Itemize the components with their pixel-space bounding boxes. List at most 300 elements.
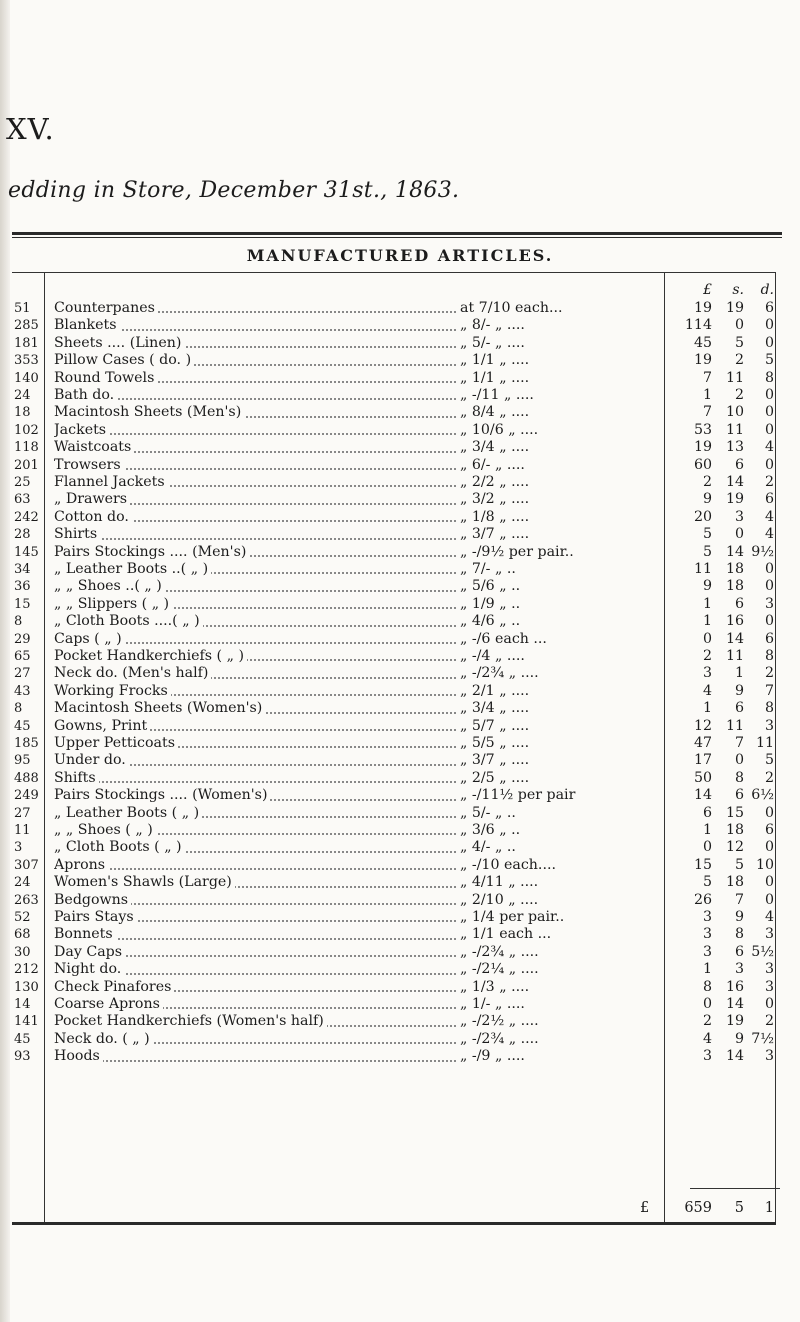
row-pounds: 17 (693, 752, 712, 769)
bottom-rule (12, 1222, 776, 1225)
row-rate: „ 1/4 per pair.. (460, 909, 565, 925)
row-shillings: 11 (725, 648, 744, 664)
row-item: Waistcoats (54, 439, 456, 456)
table-row (0, 544, 800, 561)
row-item: Pillow Cases ( do. ) (54, 352, 456, 369)
row-quantity: 27 (14, 805, 31, 821)
page-section-numeral: XV. (6, 112, 55, 146)
row-shillings: 6 (734, 787, 744, 804)
row-item: Hoods (54, 1048, 456, 1065)
row-pence: 3 (764, 961, 774, 978)
row-shillings: 9 (734, 909, 744, 925)
row-pounds: 53 (693, 421, 712, 438)
table-row (0, 839, 800, 856)
row-rate: „ 2/2 „ .... (460, 474, 530, 490)
row-rate: „ 5/6 „ .. (460, 578, 521, 595)
row-quantity: 130 (14, 979, 39, 995)
row-quantity: 140 (14, 370, 39, 386)
row-item: Macintosh Sheets (Women's) (54, 700, 456, 717)
row-quantity: 30 (14, 944, 31, 960)
row-pence: 0 (764, 613, 774, 630)
row-quantity: 68 (14, 927, 31, 943)
row-quantity: 24 (14, 388, 31, 403)
row-shillings: 6 (734, 943, 744, 960)
row-shillings: 5 (734, 334, 744, 351)
row-item: Caps ( „ ) (54, 631, 456, 648)
table-row (0, 683, 800, 700)
table-row (0, 526, 800, 543)
row-item: Bath do. (54, 387, 456, 404)
row-shillings: 14 (725, 996, 744, 1012)
row-rate: „ -/9 „ .... (460, 1048, 525, 1065)
row-pounds: 1 (702, 613, 712, 630)
row-item: Shirts (54, 526, 456, 543)
row-item: Women's Shawls (Large) (54, 874, 456, 891)
row-rate: „ 1/9 „ .. (460, 595, 521, 612)
row-pounds: 3 (702, 665, 712, 682)
total-shillings: 5 (734, 1200, 744, 1216)
total-pounds: 659 (684, 1200, 712, 1216)
row-rate: „ -/11½ per pair (460, 787, 576, 804)
row-quantity: 45 (14, 1031, 31, 1047)
table-row (0, 787, 800, 804)
row-pounds: 5 (702, 543, 712, 560)
table-row (0, 509, 800, 526)
row-shillings: 11 (725, 421, 744, 438)
row-rate: „ 7/- „ .. (460, 561, 516, 577)
row-pence: 0 (764, 578, 774, 595)
row-item: Macintosh Sheets (Men's) (54, 404, 456, 421)
table-row (0, 404, 800, 421)
row-pence: 2 (764, 1013, 774, 1030)
row-pounds: 0 (702, 839, 712, 856)
row-pounds: 9 (702, 491, 712, 508)
row-pounds: 19 (693, 439, 712, 456)
table-row (0, 665, 800, 682)
row-item: Pocket Handkerchiefs ( „ ) (54, 648, 456, 665)
row-quantity: 28 (14, 527, 31, 543)
row-item: Check Pinafores (54, 979, 456, 996)
row-shillings: 14 (725, 543, 744, 560)
row-pence: 4 (764, 439, 774, 456)
row-item: Cotton do. (54, 509, 456, 526)
row-quantity: 488 (14, 770, 39, 786)
row-pounds: 3 (702, 1048, 712, 1065)
row-shillings: 15 (725, 804, 744, 821)
row-rate: „ 10/6 „ .... (460, 421, 539, 438)
row-pounds: 2 (702, 648, 712, 664)
row-pounds: 4 (702, 682, 712, 699)
row-item: Trowsers (54, 457, 456, 474)
row-item: Aprons (54, 857, 456, 874)
page-subheading: edding in Store, December 31st., 1863. (8, 178, 460, 203)
row-shillings: 14 (725, 630, 744, 647)
row-pence: 0 (764, 404, 774, 421)
table-row (0, 1048, 800, 1065)
row-pence: 5 (764, 752, 774, 769)
row-rate: „ 3/6 „ .. (460, 822, 521, 838)
row-rate: „ -/6 each ... (460, 630, 547, 647)
row-pounds: 19 (693, 352, 712, 369)
row-rate: „ 8/4 „ .... (460, 404, 530, 421)
row-rate: „ 1/1 each ... (460, 926, 552, 943)
row-pounds: 7 (702, 369, 712, 386)
row-shillings: 6 (734, 595, 744, 612)
row-shillings: 18 (725, 822, 744, 838)
row-pence: 0 (764, 561, 774, 577)
row-pence: 6 (764, 822, 774, 838)
total-rule (690, 1188, 780, 1189)
row-pounds: 15 (693, 856, 712, 873)
row-pounds: 1 (702, 595, 712, 612)
table-row (0, 944, 800, 961)
row-rate: „ 2/5 „ .... (460, 769, 530, 786)
row-shillings: 19 (725, 300, 744, 316)
table-row (0, 352, 800, 369)
row-rate: „ 5/- „ .. (460, 804, 516, 821)
row-shillings: 2 (734, 352, 744, 369)
row-quantity: 8 (14, 614, 23, 630)
row-pence: 9½ (751, 543, 774, 560)
row-pounds: 5 (702, 526, 712, 543)
row-pounds: 1 (702, 961, 712, 978)
row-pounds: 5 (702, 874, 712, 891)
row-shillings: 14 (725, 474, 744, 490)
top-rule-thin (12, 237, 782, 238)
row-pounds: 60 (693, 456, 712, 473)
row-pounds: 1 (702, 387, 712, 403)
row-quantity: 27 (14, 666, 31, 682)
row-rate: „ 5/5 „ .... (460, 735, 530, 751)
row-rate: „ -/2¼ „ .... (460, 961, 539, 978)
pence-header: d. (760, 282, 774, 298)
row-quantity: 307 (14, 857, 39, 873)
row-quantity: 93 (14, 1049, 31, 1065)
row-quantity: 34 (14, 562, 31, 577)
row-quantity: 15 (14, 596, 31, 612)
row-pounds: 2 (702, 474, 712, 490)
row-pence: 0 (764, 387, 774, 403)
row-item: Pairs Stays (54, 909, 456, 926)
row-pence: 7 (764, 682, 774, 699)
row-rate: „ 4/6 „ .. (460, 613, 521, 630)
row-shillings: 1 (734, 665, 744, 682)
row-pounds: 14 (693, 787, 712, 804)
table-row (0, 422, 800, 439)
table-row (0, 1031, 800, 1048)
row-shillings: 7 (734, 735, 744, 751)
row-rate: „ -/2¾ „ .... (460, 943, 539, 960)
table-row (0, 718, 800, 735)
table-row (0, 613, 800, 630)
row-item: Gowns, Print (54, 718, 456, 735)
row-pounds: 12 (693, 717, 712, 734)
row-pence: 0 (764, 839, 774, 856)
table-row (0, 1013, 800, 1030)
row-quantity: 141 (14, 1014, 39, 1030)
total-currency: £ (640, 1200, 650, 1216)
row-item: „ Leather Boots ..( „ ) (54, 561, 456, 578)
table-row (0, 317, 800, 334)
row-pounds: 19 (693, 300, 712, 316)
table-row (0, 700, 800, 717)
row-quantity: 51 (14, 301, 31, 316)
row-shillings: 6 (734, 456, 744, 473)
row-shillings: 19 (725, 1013, 744, 1030)
table-row (0, 752, 800, 769)
row-pounds: 11 (693, 561, 712, 577)
row-pounds: 1 (702, 822, 712, 838)
table-row (0, 596, 800, 613)
table-row (0, 300, 800, 317)
row-pence: 3 (764, 717, 774, 734)
row-rate: „ 3/2 „ .... (460, 491, 530, 508)
row-rate: „ -/2¾ „ .... (460, 1030, 539, 1047)
row-item: Neck do. ( „ ) (54, 1031, 456, 1048)
row-pounds: 4 (702, 1030, 712, 1047)
row-rate: „ 3/4 „ .... (460, 700, 530, 717)
row-pounds: 3 (702, 926, 712, 943)
row-pounds: 1 (702, 700, 712, 717)
row-pence: 6 (764, 630, 774, 647)
row-pence: 0 (764, 456, 774, 473)
row-pence: 4 (764, 508, 774, 525)
row-shillings: 3 (734, 961, 744, 978)
row-quantity: 52 (14, 910, 31, 925)
row-pounds: 0 (702, 630, 712, 647)
row-rate: „ 8/- „ .... (460, 317, 525, 334)
row-quantity: 45 (14, 718, 31, 734)
row-pence: 8 (764, 648, 774, 664)
row-rate: „ 5/7 „ .... (460, 717, 530, 734)
table-row (0, 631, 800, 648)
row-pounds: 2 (702, 1013, 712, 1030)
row-item: Bedgowns (54, 892, 456, 909)
row-pounds: 26 (693, 891, 712, 908)
row-pence: 2 (764, 474, 774, 490)
row-quantity: 14 (14, 997, 31, 1012)
row-shillings: 9 (734, 1030, 744, 1047)
table-row (0, 387, 800, 404)
row-quantity: 11 (14, 823, 31, 838)
row-item: „ Leather Boots ( „ ) (54, 805, 456, 822)
table-row (0, 961, 800, 978)
row-pounds: 6 (702, 804, 712, 821)
row-shillings: 10 (725, 404, 744, 421)
row-pounds: 3 (702, 909, 712, 925)
row-quantity: 63 (14, 492, 31, 508)
row-item: Shifts (54, 770, 456, 787)
row-pence: 5½ (751, 943, 774, 960)
row-item: „ „ Slippers ( „ ) (54, 596, 456, 613)
row-shillings: 19 (725, 491, 744, 508)
row-pence: 8 (764, 369, 774, 386)
row-pence: 6 (764, 491, 774, 508)
row-item: Under do. (54, 752, 456, 769)
table-row (0, 457, 800, 474)
row-item: „ „ Shoes ..( „ ) (54, 578, 456, 595)
row-pence: 11 (755, 735, 774, 751)
row-rate: „ 2/1 „ .... (460, 682, 530, 699)
row-rate: „ 3/7 „ .... (460, 526, 530, 543)
row-pence: 4 (764, 526, 774, 543)
row-pence: 0 (764, 421, 774, 438)
row-item: „ „ Shoes ( „ ) (54, 822, 456, 839)
row-rate: „ 1/- „ .... (460, 996, 525, 1012)
row-item: Day Caps (54, 944, 456, 961)
row-quantity: 65 (14, 649, 31, 664)
currency-header (672, 282, 778, 299)
table-row (0, 892, 800, 909)
row-rate: „ 2/10 „ .... (460, 891, 539, 908)
row-rate: „ -/2½ „ .... (460, 1013, 539, 1030)
section-title: MANUFACTURED ARTICLES. (246, 246, 554, 265)
row-pence: 4 (764, 909, 774, 925)
row-item: Sheets .... (Linen) (54, 335, 456, 352)
row-rate: „ 1/1 „ .... (460, 369, 530, 386)
row-item: Flannel Jackets (54, 474, 456, 491)
total-pence: 1 (764, 1200, 774, 1216)
row-shillings: 0 (734, 752, 744, 769)
table-row (0, 909, 800, 926)
row-shillings: 18 (725, 578, 744, 595)
row-quantity: 25 (14, 475, 31, 490)
total-row (0, 1200, 800, 1218)
row-item: Counterpanes (54, 300, 456, 317)
row-rate: „ 3/4 „ .... (460, 439, 530, 456)
table-row (0, 822, 800, 839)
row-pence: 10 (755, 856, 774, 873)
row-quantity: 24 (14, 875, 31, 891)
row-rate: at 7/10 each... (460, 300, 563, 316)
row-shillings: 16 (725, 978, 744, 995)
table-row (0, 926, 800, 943)
row-rate: „ -/4 „ .... (460, 648, 525, 664)
table-row (0, 874, 800, 891)
row-pounds: 7 (702, 404, 712, 421)
row-rate: „ 1/3 „ .... (460, 978, 530, 995)
row-pounds: 50 (693, 769, 712, 786)
table-row (0, 370, 800, 387)
row-pounds: 45 (693, 334, 712, 351)
row-pence: 3 (764, 926, 774, 943)
row-quantity: 181 (14, 335, 39, 351)
row-item: Jackets (54, 422, 456, 439)
row-item: Pairs Stockings .... (Women's) (54, 787, 456, 804)
row-quantity: 102 (14, 422, 39, 438)
row-pence: 0 (764, 804, 774, 821)
row-rate: „ 6/- „ .... (460, 456, 525, 473)
table-row (0, 805, 800, 822)
row-quantity: 185 (14, 736, 39, 751)
row-shillings: 0 (734, 317, 744, 334)
table-row (0, 648, 800, 665)
row-rate: „ -/2¾ „ .... (460, 665, 539, 682)
row-quantity: 145 (14, 544, 39, 560)
row-shillings: 2 (734, 387, 744, 403)
row-rate: „ 4/- „ .. (460, 839, 516, 856)
row-quantity: 249 (14, 788, 39, 804)
row-shillings: 0 (734, 526, 744, 543)
row-quantity: 3 (14, 840, 23, 856)
row-quantity: 95 (14, 753, 31, 769)
row-rate: „ 3/7 „ .... (460, 752, 530, 769)
table-row (0, 996, 800, 1013)
row-pence: 6 (764, 300, 774, 316)
row-quantity: 353 (14, 353, 39, 369)
row-shillings: 6 (734, 700, 744, 717)
row-shillings: 7 (734, 891, 744, 908)
row-item: Upper Petticoats (54, 735, 456, 752)
row-pounds: 9 (702, 578, 712, 595)
row-pounds: 0 (702, 996, 712, 1012)
table-row (0, 439, 800, 456)
table-row (0, 979, 800, 996)
row-pounds: 47 (693, 735, 712, 751)
row-item: Working Frocks (54, 683, 456, 700)
row-rate: „ 1/1 „ .... (460, 352, 530, 369)
row-shillings: 18 (725, 874, 744, 891)
table-row (0, 491, 800, 508)
table-row (0, 770, 800, 787)
table-row (0, 335, 800, 352)
row-shillings: 11 (725, 369, 744, 386)
row-quantity: 29 (14, 631, 31, 647)
row-quantity: 212 (14, 962, 39, 978)
row-pence: 2 (764, 665, 774, 682)
row-pence: 7½ (751, 1030, 774, 1047)
row-quantity: 118 (14, 440, 39, 456)
shillings-header: s. (732, 282, 744, 298)
row-pence: 3 (764, 595, 774, 612)
row-shillings: 12 (725, 839, 744, 856)
row-item: Neck do. (Men's half) (54, 665, 456, 682)
row-shillings: 9 (734, 682, 744, 699)
row-item: „ Cloth Boots ....( „ ) (54, 613, 456, 630)
row-quantity: 36 (14, 579, 31, 595)
row-pounds: 3 (702, 943, 712, 960)
row-shillings: 16 (725, 613, 744, 630)
row-rate: „ -/10 each.... (460, 856, 556, 873)
row-pounds: 114 (684, 317, 712, 334)
row-quantity: 18 (14, 405, 31, 421)
row-rate: „ 4/11 „ .... (460, 874, 539, 891)
row-item: Coarse Aprons (54, 996, 456, 1013)
table-row (0, 561, 800, 578)
row-pence: 0 (764, 891, 774, 908)
row-quantity: 201 (14, 457, 39, 473)
row-quantity: 263 (14, 892, 39, 908)
row-quantity: 8 (14, 701, 23, 717)
row-item: Bonnets (54, 926, 456, 943)
pounds-header: £ (703, 282, 712, 298)
row-item: Pocket Handkerchiefs (Women's half) (54, 1013, 456, 1030)
row-rate: „ -/11 „ .... (460, 387, 534, 403)
row-pence: 5 (764, 352, 774, 369)
row-shillings: 18 (725, 561, 744, 577)
row-shillings: 11 (725, 717, 744, 734)
row-quantity: 43 (14, 683, 31, 699)
row-pence: 0 (764, 317, 774, 334)
row-item: Pairs Stockings .... (Men's) (54, 544, 456, 561)
table-row (0, 474, 800, 491)
table-row (0, 735, 800, 752)
row-rate: „ -/9½ per pair.. (460, 543, 574, 560)
row-pence: 8 (764, 700, 774, 717)
row-shillings: 5 (734, 856, 744, 873)
row-shillings: 8 (734, 926, 744, 943)
row-rate: „ 5/- „ .... (460, 334, 525, 351)
